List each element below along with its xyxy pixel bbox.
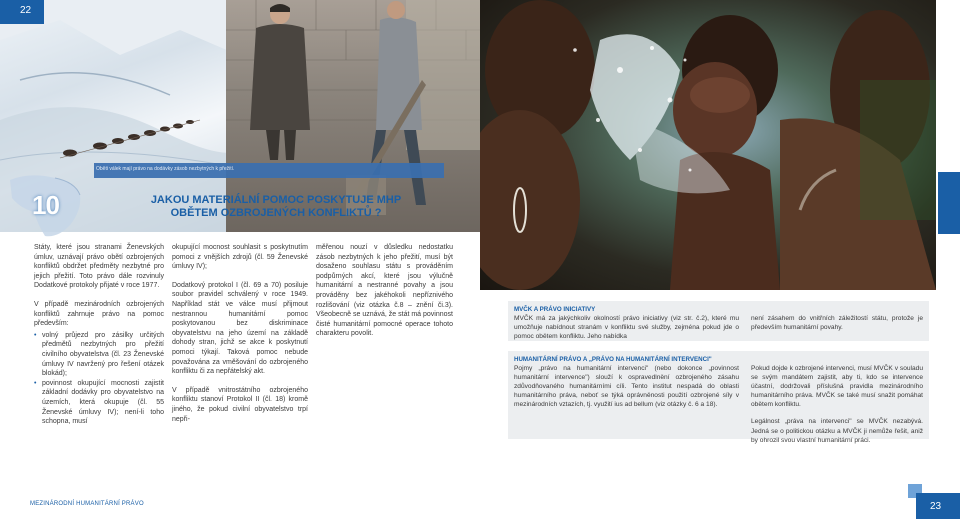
infobox-title: MVČK A PRÁVO INICIATIVY (514, 306, 596, 313)
page-number-left: 22 (20, 5, 32, 16)
list-item: • povinnost okupující mocnosti zajistit základní dodávky pro obyvatelstvo na územích, která okupuje (čl. 55 Ženevské úmluvy IV); není-li toho schopna, musí (34, 379, 164, 427)
infobox-text: Legálnost „práva na intervenci" se MVČK nezabývá. Jedná se o politickou otázku a MVČK ji nemůže řešit, aniž by ohrozil svou vlastní humanitární práci. (751, 418, 923, 444)
paragraph: okupující mocnost souhlasit s poskytnutím pomoci z vnějších zdrojů (čl. 59 Ženevské úmluvy IV); (172, 244, 308, 271)
bullet-list (34, 331, 164, 427)
page-number-tab-right (916, 493, 960, 519)
infobox-humanitarian-intervention-cont (745, 351, 929, 444)
infobox-right-of-initiative-cont (745, 301, 929, 341)
infobox-text: Pojmy „právo na humanitární intervenci" (nebo dokonce „povinnost humanitární intervence") slouží k ospravedlnění ozbrojeného zásahu zdůvodňovaného humanitárními cíli. Tento institut nespadá do oblasti humanitárního práva, neboť se týká oprávněnosti použití ozbrojené síly v mezinárodních vztazích, tj. využití ius ad bellum (viz otázky č. 6 a 18). (514, 365, 739, 409)
infobox-text: MVČK má za jakýchkoliv okolností právo iniciativy (viz str. č.2), které mu umožňuje nabídnout stranám v konfliktu své služby, zejména pokud jde o pomoc obětem konfliktu. Jeho nabídka (514, 315, 739, 341)
text-column-3 (316, 243, 453, 348)
children-water-illustration (480, 0, 936, 290)
paragraph: Státy, které jsou stranami Ženevských úmluv, uznávají právo obětí ozbrojených konfliktů obdržet předměty nezbytné pro jejich přežití. Toto právo dále rozvinuly Dodatkové protokoly přijaté v roce 1977. (34, 244, 164, 290)
infobox-title: HUMANITÁRNÍ PRÁVO A „PRÁVO NA HUMANITÁRNÍ INTERVENCI" (514, 356, 712, 363)
running-footer: MEZINÁRODNÍ HUMANITÁRNÍ PRÁVO (30, 501, 144, 507)
paragraph: Dodatkový protokol I (čl. 69 a 70) posiluje soubor pravidel schválený v roce 1949. Například stát ve válce musí přijmout nestrannou humanitární pomoc poskytovanou bez diskriminace obyvatelstvu na jeho území na základě dohody stran, jichž se akce k poskytnutí pomoci týkají. Taková pomoc nebude považována za vměšování do ozbrojeného konfliktu či za nepřátelský akt. (172, 281, 308, 376)
infobox-humanitarian-intervention (508, 351, 745, 439)
photo-caption: Oběti válek mají právo na dodávky zásob nezbytných k přežití. (96, 166, 235, 172)
text-column-2 (172, 243, 308, 433)
infobox-text: není zásahem do vnitřních záležitostí státu, protože je především humanitární povahy. (751, 315, 923, 332)
edge-accent-bar (938, 172, 960, 234)
paragraph: V případě vnitrostátního ozbrojeného konfliktu stanoví Protokol II (čl. 18) kromě jiného, že pokud civilní obyvatelstvo trpí nepři- (172, 386, 308, 423)
paragraph: V případě mezinárodních ozbrojených konfliktů zahrnuje právo na pomoc především: (34, 300, 164, 328)
chapter-heading: JAKOU MATERIÁLNÍ POMOC POSKYTUJE MHP OBĚTEM OZBROJENÝCH KONFLIKTŮ ? (150, 194, 402, 219)
page-number-tab-left (0, 0, 44, 24)
infobox-text: Pokud dojde k ozbrojené intervenci, musí MVČK v souladu se svým mandátem zajistit, aby ti, kdo se intervence účastní, dodržovali příslušná pravidla mezinárodního humanitárního práva. MVČK se také musí snažit pomáhat obětem konfliktu. (751, 365, 923, 409)
text-column-1 (34, 243, 164, 427)
right-page (480, 0, 960, 519)
children-water-photo (480, 0, 936, 290)
paragraph: měřenou nouzí v důsledku nedostatku zásob nezbytných k jeho přežití, musí být dosaženo souhlasu státu s prováděním podpůrných akcí, které jsou výlučně humanitární a nestranné povahy a jsou prováděny bez jakéhokoli nepříznivého rozlišování (viz otázka č.8 – znění či.3). Všeobecně se uznává, že stát má povinnost čisté humanitární pomocné operace tohoto charakteru povolit. (316, 244, 453, 338)
chapter-number: 10 (32, 190, 59, 220)
photo-caption-bar (94, 163, 444, 178)
infobox-right-of-initiative (508, 301, 745, 341)
page-number-right: 23 (930, 501, 942, 512)
list-item: • volný průjezd pro zásilky určitých předmětů nezbytných pro přežití civilního obyvatelstva (čl. 23 Ženevské úmluvy IV navržený pro řešení otázek blokád); (34, 331, 164, 379)
